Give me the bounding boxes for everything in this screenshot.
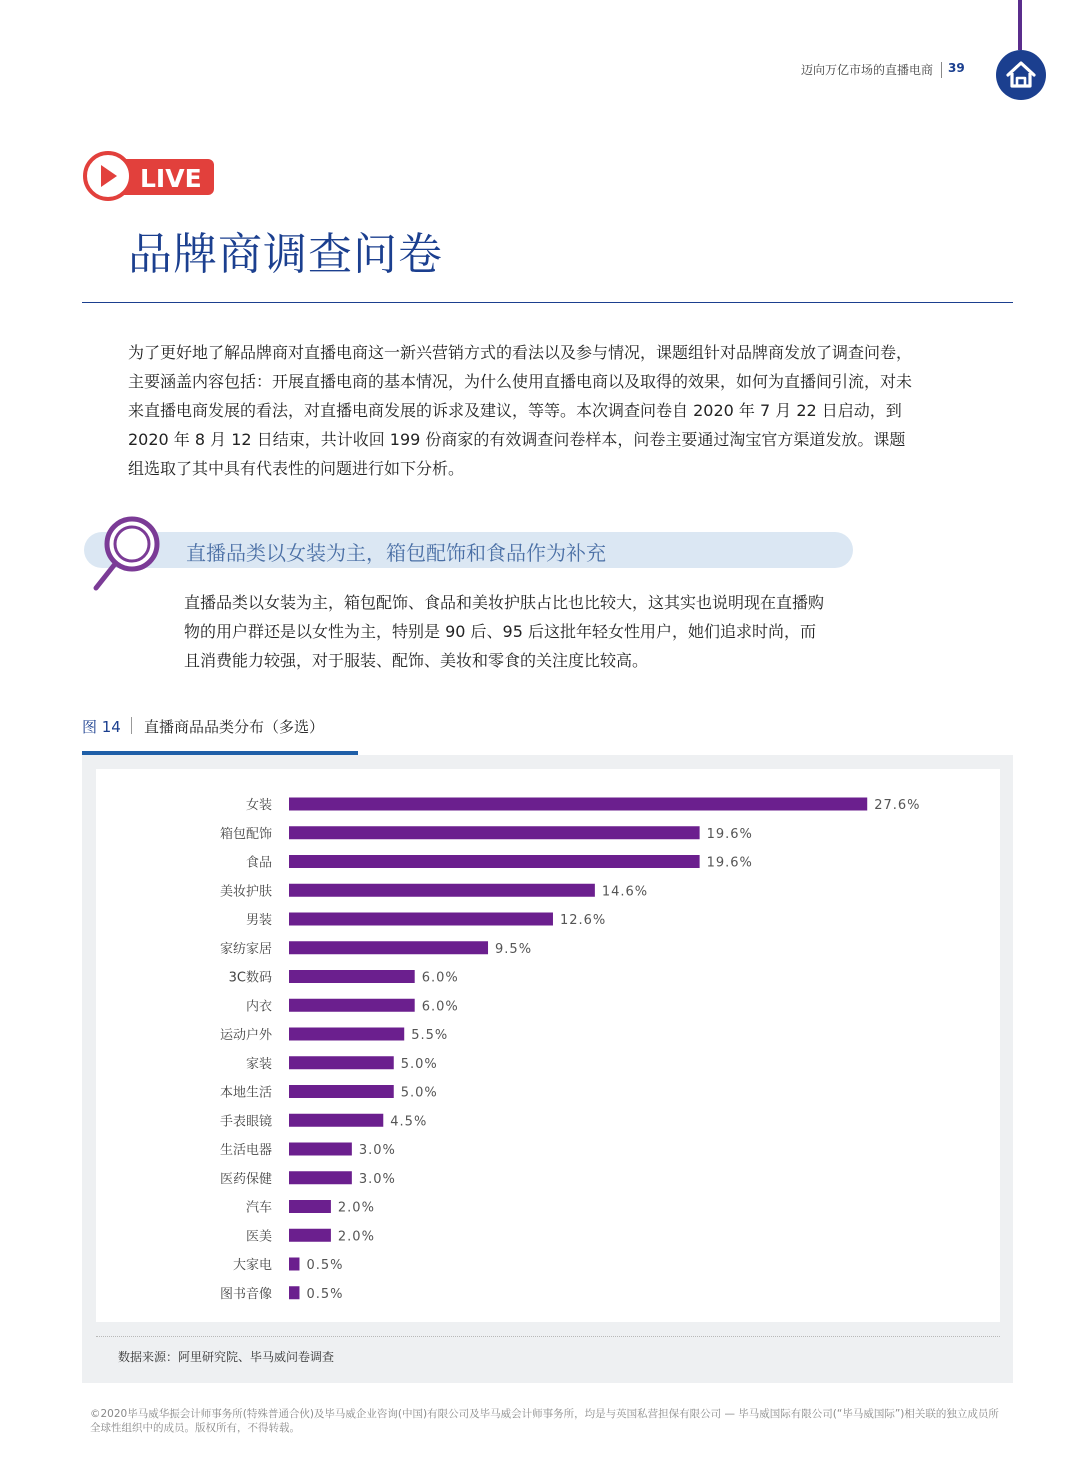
bar [289, 913, 553, 926]
magnifier-icon [88, 514, 164, 594]
bar [289, 1171, 352, 1184]
live-logo-text: LIVE [140, 164, 202, 193]
value-label: 27.6% [874, 798, 921, 813]
source-divider [96, 1336, 1000, 1337]
bar [289, 941, 488, 954]
highlight-body: 直播品类以女装为主，箱包配饰、食品和美妆护肤占比也比较大，这其实也说明现在直播购物的用户群还是以女性为主，特别是 90 后、95 后这批年轻女性用户，她们追求时尚，而且消费能力较强，对于服装、配饰、美妆和零食的关注度比较高。 [184, 593, 825, 670]
bar [289, 1114, 383, 1127]
category-label: 运动户外 [219, 1028, 272, 1043]
chart-area [96, 769, 1000, 1322]
bar [289, 1143, 352, 1156]
header-accent-line [1018, 0, 1022, 50]
value-label: 9.5% [495, 941, 533, 957]
home-icon [996, 50, 1046, 100]
category-label: 汽车 [245, 1200, 272, 1216]
header-divider [941, 62, 942, 78]
bar [289, 970, 415, 983]
category-label: 生活电器 [219, 1143, 272, 1158]
home-button[interactable] [996, 50, 1046, 100]
page-number: 39 [948, 61, 965, 75]
value-label: 3.0% [358, 1143, 396, 1158]
bar [289, 1286, 299, 1299]
bar [289, 1085, 394, 1098]
value-label: 12.6% [559, 913, 607, 928]
bar [289, 1229, 331, 1242]
bar [289, 1056, 394, 1069]
category-label: 医药保健 [219, 1171, 272, 1187]
bar [289, 798, 867, 811]
value-label: 2.0% [337, 1200, 375, 1216]
category-label: 手表眼镜 [219, 1114, 272, 1130]
intro-paragraph: 为了更好地了解品牌商对直播电商这一新兴营销方式的看法以及参与情况，课题组针对品牌商发放了调查问卷，主要涵盖内容包括：开展直播电商的基本情况，为什么使用直播电商以及取得的效果，如何为直播间引流，对未来直播电商发展的看法，对直播电商发展的诉求及建议，等等。本次调查问卷自 2020 年 7 月 22 日启动，到 2020 年 8 月 12 日结束，共计收回 199 份商家的有效调查问卷样本，问卷主要通过淘宝官方渠道发放。课题组选取了其中具有代表性的问题进行如下分析。 [128, 343, 913, 478]
figure-title: 直播商品品类分布（多选） [144, 718, 325, 736]
value-label: 19.6% [706, 855, 753, 871]
category-label: 家装 [245, 1056, 272, 1072]
category-label: 箱包配饰 [219, 826, 272, 842]
bar-chart [96, 769, 1000, 1322]
data-source: 数据来源：阿里研究院、毕马威问卷调查 [118, 1350, 335, 1364]
value-label: 5.0% [400, 1056, 438, 1072]
value-label: 19.6% [706, 826, 753, 842]
category-label: 家纺家居 [219, 941, 272, 957]
value-label: 6.0% [421, 999, 459, 1015]
highlight-title: 直播品类以女装为主，箱包配饰和食品作为补充 [186, 541, 606, 565]
title-divider [82, 302, 1013, 303]
category-label: 3C数码 [228, 970, 272, 986]
bar [289, 1028, 404, 1041]
figure-caption-divider [131, 717, 132, 734]
copyright-footer: ©2020毕马威华振会计师事务所(特殊普通合伙)及毕马威企业咨询(中国)有限公司及毕马威会计师事务所，均是与英国私营担保有限公司 — 毕马威国际有限公司(“毕马威国际”)相关联的独立成员所全球性组织中的成员。版权所有，不得转载。 [90, 1408, 999, 1434]
value-label: 3.0% [358, 1171, 396, 1187]
value-label: 14.6% [601, 884, 649, 900]
bar [289, 855, 700, 868]
category-label: 食品 [245, 855, 272, 871]
value-label: 0.5% [306, 1258, 344, 1273]
category-label: 内衣 [245, 999, 272, 1015]
value-label: 0.5% [306, 1286, 344, 1302]
value-label: 5.5% [411, 1028, 449, 1043]
value-label: 5.0% [400, 1085, 438, 1101]
section-title: 品牌商调查问卷 [128, 229, 443, 280]
live-logo [82, 150, 216, 202]
category-label: 大家电 [232, 1258, 272, 1273]
running-title: 迈向万亿市场的直播电商 [800, 63, 933, 77]
category-label: 女装 [245, 798, 272, 813]
category-label: 本地生活 [219, 1085, 272, 1101]
figure-label: 图 14 [82, 718, 121, 736]
bar [289, 884, 595, 897]
value-label: 6.0% [421, 970, 459, 986]
value-label: 2.0% [337, 1229, 375, 1245]
category-label: 图书音像 [219, 1286, 272, 1302]
bar [289, 826, 700, 839]
bar [289, 1258, 299, 1271]
category-label: 美妆护肤 [219, 884, 272, 900]
bar [289, 999, 415, 1012]
bar [289, 1200, 331, 1213]
value-label: 4.5% [390, 1114, 428, 1130]
category-label: 医美 [245, 1229, 272, 1245]
category-label: 男装 [245, 913, 272, 928]
